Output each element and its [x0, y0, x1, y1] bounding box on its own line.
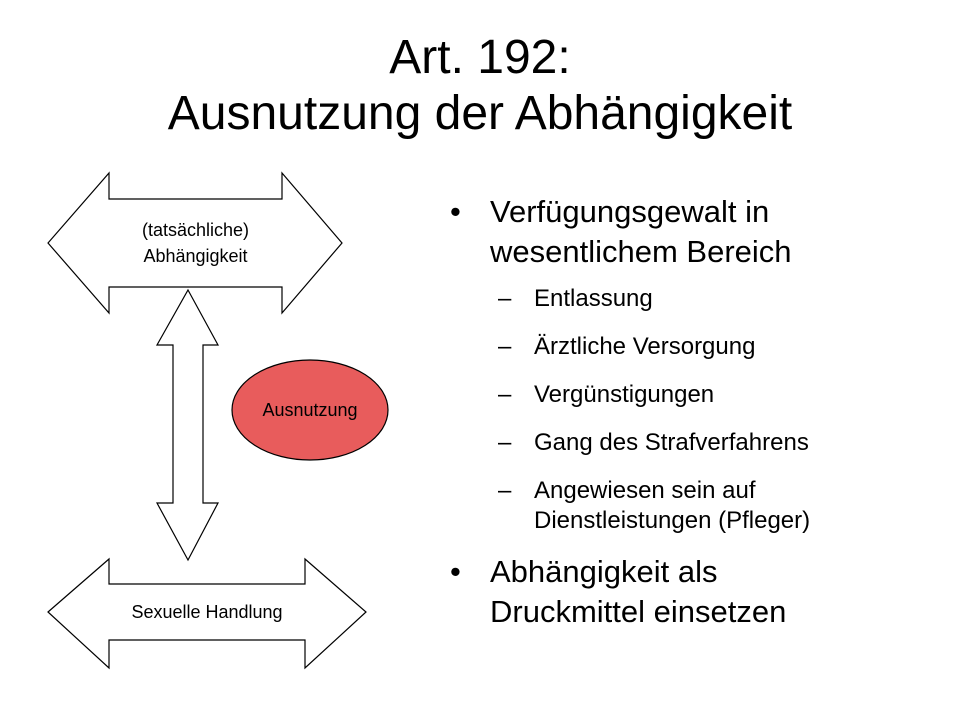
bullet-item: [448, 552, 948, 632]
sub-bullet-item: [448, 284, 948, 314]
bullet-list: [448, 192, 948, 632]
top-arrow-label-line-2: Abhängigkeit: [143, 246, 248, 266]
top-arrow-label: [109, 217, 282, 269]
sub-bullet-dash: –: [498, 429, 512, 456]
bullet-text-line: Abhängigkeit als: [490, 554, 718, 589]
sub-bullet-dash: –: [498, 477, 512, 504]
bullet-dot: •: [450, 554, 461, 589]
sub-bullet-text: Gang des Strafverfahrens: [534, 429, 809, 456]
bullet-text-line: Druckmittel einsetzen: [490, 594, 787, 629]
sub-bullet-text: Entlassung: [534, 285, 653, 312]
sub-bullet-dash: –: [498, 285, 512, 312]
sub-bullet-text: Vergünstigungen: [534, 381, 715, 408]
sub-bullet-item: [448, 332, 948, 362]
bullet-item: [448, 192, 948, 272]
sub-bullet-item: [448, 380, 948, 410]
vertical-double-arrow: [157, 290, 218, 560]
sub-bullet-item: [448, 476, 948, 536]
title-line-2: Ausnutzung der Abhängigkeit: [167, 87, 793, 140]
title-line-1: Art. 192:: [389, 31, 571, 84]
top-arrow-label-line-1: (tatsächliche): [141, 220, 250, 240]
sub-bullet-text: Ärztliche Versorgung: [534, 333, 756, 360]
ellipse-label: Ausnutzung: [262, 400, 358, 420]
sub-bullet-text-line: Dienstleistungen (Pfleger): [534, 507, 811, 534]
sub-bullet-dash: –: [498, 381, 512, 408]
bullet-dot: •: [450, 194, 461, 229]
sub-bullet-dash: –: [498, 333, 512, 360]
sub-bullet-item: [448, 428, 948, 458]
bullet-text-line: wesentlichem Bereich: [490, 234, 792, 269]
bottom-arrow-label: Sexuelle Handlung: [131, 602, 283, 622]
bullet-text-line: Verfügungsgewalt in: [490, 194, 770, 229]
sub-bullet-text-line: Angewiesen sein auf: [534, 477, 756, 504]
